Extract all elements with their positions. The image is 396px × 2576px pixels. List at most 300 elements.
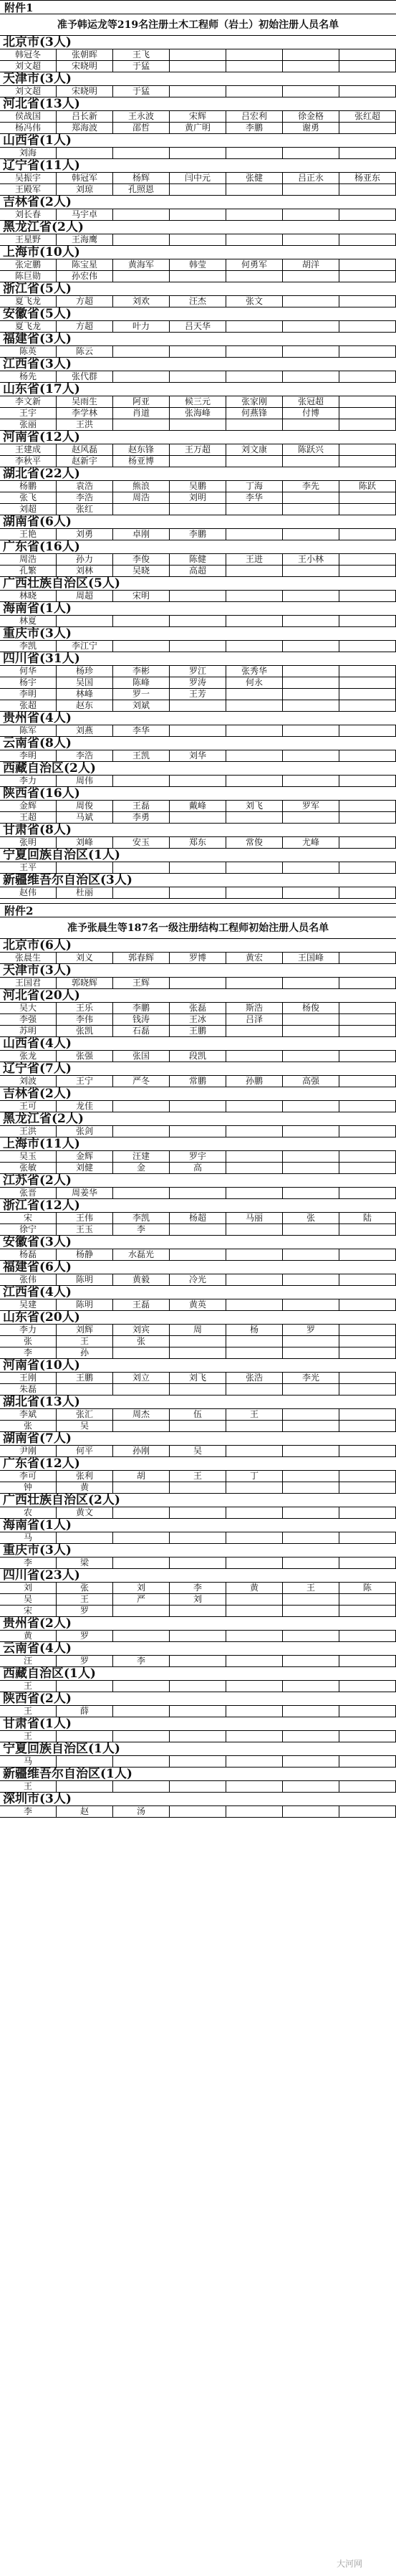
province-heading: 重庆市(3人) [0, 1544, 396, 1557]
name-cell [170, 862, 226, 873]
name-cell: 李强 [0, 1014, 57, 1025]
name-cell [339, 209, 396, 220]
name-cell: 赵 [57, 1806, 113, 1817]
table-row [0, 953, 396, 964]
table-row [0, 86, 396, 97]
table-row [0, 529, 396, 540]
name-cell: 王鹏 [57, 1373, 113, 1383]
table-row [0, 1482, 396, 1494]
name-cell [339, 1151, 396, 1162]
name-cell: 张 [113, 1336, 170, 1347]
name-cell [283, 1631, 339, 1641]
watermark: 大河网 [337, 2559, 363, 2569]
name-cell [339, 529, 396, 540]
name-cell [170, 148, 226, 158]
name-cell: 吕长新 [57, 111, 113, 122]
name-cell [283, 61, 339, 72]
name-cell: 刘飞 [226, 801, 283, 811]
name-cell: 郭晓辉 [57, 978, 113, 988]
name-cell [113, 1731, 170, 1742]
name-cell [170, 1806, 226, 1817]
name-cell: 陈明 [57, 1299, 113, 1310]
name-cell [339, 1325, 396, 1335]
name-cell [226, 689, 283, 700]
name-cell: 王冰 [170, 1014, 226, 1025]
name-cell [339, 1026, 396, 1036]
name-cell: 刘辉 [57, 1325, 113, 1335]
name-cell: 陈 [339, 1583, 396, 1593]
name-cell [113, 1706, 170, 1717]
name-cell [170, 209, 226, 220]
province-heading: 深圳市(3人) [0, 1793, 396, 1806]
name-cell [339, 1656, 396, 1666]
name-cell [283, 591, 339, 601]
name-cell: 李 [113, 1656, 170, 1666]
name-cell: 陈跃 [339, 481, 396, 492]
name-cell: 王进 [226, 554, 283, 565]
name-cell [339, 862, 396, 873]
table-row [0, 677, 396, 689]
table-row [0, 49, 396, 61]
name-cell [226, 321, 283, 332]
name-cell [283, 1557, 339, 1568]
table-row [0, 1557, 396, 1569]
table-row [0, 1731, 396, 1742]
name-cell: 李伟 [57, 1014, 113, 1025]
name-cell [283, 812, 339, 823]
name-cell [283, 1384, 339, 1395]
name-cell [339, 1299, 396, 1310]
province-heading: 江西省(4人) [0, 1286, 396, 1299]
name-cell [283, 1249, 339, 1260]
name-cell [339, 1482, 396, 1493]
name-cell: 黄毅 [113, 1274, 170, 1285]
table-row [0, 492, 396, 504]
name-cell [283, 1532, 339, 1543]
name-cell [226, 1384, 283, 1395]
province-heading: 西藏自治区(1人) [0, 1667, 396, 1681]
name-cell: 张浩 [226, 1373, 283, 1383]
table-row [0, 1003, 396, 1014]
name-cell: 张家刚 [226, 396, 283, 407]
name-cell [283, 1507, 339, 1518]
name-cell: 刘 [170, 1594, 226, 1605]
name-cell [226, 776, 283, 786]
name-cell [170, 86, 226, 97]
name-cell: 斯浩 [226, 1003, 283, 1013]
name-cell: 王星野 [0, 234, 57, 245]
name-cell: 李华 [226, 492, 283, 503]
table-row [0, 1151, 396, 1163]
name-cell: 王可 [0, 1101, 57, 1112]
name-cell [113, 1347, 170, 1358]
name-cell: 石磊 [113, 1026, 170, 1036]
name-cell: 罗 [57, 1656, 113, 1666]
province-heading: 广东省(12人) [0, 1457, 396, 1471]
name-cell: 梁 [57, 1557, 113, 1568]
name-cell [113, 1606, 170, 1616]
name-cell [170, 184, 226, 195]
province-heading: 福建省(3人) [0, 333, 396, 346]
name-cell: 尤峰 [283, 837, 339, 848]
name-cell [339, 1188, 396, 1198]
table-row [0, 1274, 396, 1286]
name-cell: 吴 [57, 1421, 113, 1431]
name-cell: 张敏 [0, 1163, 57, 1173]
name-cell [170, 641, 226, 652]
name-cell [339, 554, 396, 565]
name-cell [339, 1076, 396, 1087]
name-cell: 吕宏利 [226, 111, 283, 122]
name-cell [339, 1347, 396, 1358]
name-cell [339, 1606, 396, 1616]
name-cell: 郑东 [170, 837, 226, 848]
name-cell: 林晓 [0, 591, 57, 601]
name-cell [339, 184, 396, 195]
province-heading: 西藏自治区(2人) [0, 762, 396, 776]
name-cell: 杨超 [170, 1213, 226, 1223]
province-heading: 山东省(17人) [0, 383, 396, 396]
name-cell [226, 616, 283, 626]
name-cell: 王 [283, 1583, 339, 1593]
name-cell: 刘明 [170, 492, 226, 503]
name-cell [226, 1606, 283, 1616]
name-cell: 罗涛 [170, 677, 226, 688]
table-row [0, 1014, 396, 1026]
province-heading: 海南省(1人) [0, 1519, 396, 1532]
name-cell: 张丽 [0, 419, 57, 430]
name-cell [226, 209, 283, 220]
name-cell [283, 978, 339, 988]
name-cell [170, 234, 226, 245]
name-cell [226, 61, 283, 72]
name-cell: 孔繁 [0, 566, 57, 576]
name-cell [283, 1274, 339, 1285]
name-cell [226, 1631, 283, 1641]
province-heading: 广东省(16人) [0, 540, 396, 554]
name-cell [339, 750, 396, 761]
name-cell [339, 1003, 396, 1013]
name-cell [226, 725, 283, 736]
name-cell: 杨冯伟 [0, 123, 57, 133]
name-cell [339, 978, 396, 988]
name-cell: 金 [113, 1163, 170, 1173]
name-cell [226, 1656, 283, 1666]
name-cell: 宋 [0, 1213, 57, 1223]
name-cell [226, 456, 283, 467]
name-cell [170, 887, 226, 898]
name-cell: 黄英 [170, 1299, 226, 1310]
table-row [0, 1026, 396, 1037]
province-heading: 湖北省(13人) [0, 1396, 396, 1409]
name-cell: 苏明 [0, 1026, 57, 1036]
name-cell: 尹刚 [0, 1446, 57, 1456]
name-cell: 王 [0, 1781, 57, 1792]
name-cell: 王超 [0, 812, 57, 823]
province-heading: 安徽省(3人) [0, 1236, 396, 1249]
name-cell: 王国君 [0, 978, 57, 988]
name-cell [170, 371, 226, 382]
name-cell [283, 209, 339, 220]
name-cell: 黄 [57, 1482, 113, 1493]
table-row [0, 1373, 396, 1384]
name-cell: 严冬 [113, 1076, 170, 1087]
name-cell [339, 953, 396, 963]
name-cell: 王凯 [113, 750, 170, 761]
name-cell: 孙宏伟 [57, 271, 113, 282]
name-cell: 戴峰 [170, 801, 226, 811]
name-cell: 汪建 [113, 1151, 170, 1162]
name-cell: 罗江 [170, 666, 226, 677]
name-cell [57, 1384, 113, 1395]
name-cell [283, 148, 339, 158]
name-cell: 宋晓明 [57, 61, 113, 72]
name-cell [339, 1706, 396, 1717]
name-cell: 张文 [226, 296, 283, 307]
name-cell: 刘斌 [113, 700, 170, 711]
name-cell: 方超 [57, 321, 113, 332]
name-cell: 杨静 [57, 1249, 113, 1260]
name-cell [226, 1681, 283, 1692]
table-row [0, 1756, 396, 1768]
name-cell: 李斌 [0, 1409, 57, 1420]
name-cell [283, 86, 339, 97]
province-heading: 上海市(10人) [0, 246, 396, 259]
name-cell [283, 1781, 339, 1792]
name-cell [283, 666, 339, 677]
name-cell: 刘波 [0, 1076, 57, 1087]
name-cell: 于猛 [113, 86, 170, 97]
name-cell: 李勇 [113, 812, 170, 823]
name-cell: 闫中元 [170, 173, 226, 183]
name-cell [57, 1781, 113, 1792]
name-cell: 周超 [57, 591, 113, 601]
name-cell [226, 1507, 283, 1518]
name-cell: 杨鹏 [0, 481, 57, 492]
name-cell: 何华 [0, 666, 57, 677]
name-cell: 马 [0, 1532, 57, 1543]
name-cell: 安玉 [113, 837, 170, 848]
name-cell [57, 1731, 113, 1742]
province-heading: 宁夏回族自治区(1人) [0, 849, 396, 862]
name-cell: 王殿军 [0, 184, 57, 195]
province-heading: 江苏省(2人) [0, 1174, 396, 1188]
name-cell: 卓刚 [113, 529, 170, 540]
name-cell: 张龙 [0, 1051, 57, 1062]
name-cell: 杨亚博 [113, 456, 170, 467]
name-cell [283, 184, 339, 195]
name-cell: 马丽 [226, 1213, 283, 1223]
name-cell [283, 456, 339, 467]
province-heading: 四川省(23人) [0, 1569, 396, 1583]
province-heading: 云南省(8人) [0, 737, 396, 750]
name-cell [283, 1051, 339, 1062]
name-cell [113, 641, 170, 652]
province-heading: 河南省(12人) [0, 431, 396, 444]
name-cell: 黄海军 [113, 259, 170, 270]
name-cell: 丁 [226, 1471, 283, 1482]
name-cell: 钱涛 [113, 1014, 170, 1025]
name-cell [339, 566, 396, 576]
name-cell: 罗军 [283, 801, 339, 811]
name-cell: 王洪 [0, 1126, 57, 1137]
name-cell: 马 [0, 1756, 57, 1767]
name-cell [170, 725, 226, 736]
table-row [0, 1163, 396, 1174]
list-title: 准予张晨生等187名一级注册结构工程师初始注册人员名单 [0, 917, 396, 939]
name-cell [339, 1409, 396, 1420]
name-cell: 刘宾 [113, 1325, 170, 1335]
name-cell: 吴雨生 [57, 396, 113, 407]
name-cell [283, 1224, 339, 1235]
name-cell: 周浩 [113, 492, 170, 503]
name-cell: 韩莹 [170, 259, 226, 270]
table-row [0, 1126, 396, 1137]
table-row [0, 1806, 396, 1818]
province-heading: 浙江省(12人) [0, 1199, 396, 1213]
province-heading: 河南省(10人) [0, 1359, 396, 1373]
name-cell [57, 616, 113, 626]
name-cell [226, 1299, 283, 1310]
table-row [0, 296, 396, 307]
name-cell [226, 1274, 283, 1285]
name-cell: 罗 [57, 1631, 113, 1641]
name-cell: 高强 [283, 1076, 339, 1087]
name-cell [283, 1101, 339, 1112]
name-cell: 龙佳 [57, 1101, 113, 1112]
name-cell: 谢勇 [283, 123, 339, 133]
name-cell: 农 [0, 1507, 57, 1518]
name-cell [226, 750, 283, 761]
name-cell: 金辉 [0, 801, 57, 811]
name-cell [113, 1188, 170, 1198]
name-cell [170, 61, 226, 72]
name-cell [283, 419, 339, 430]
name-cell: 宋 [0, 1606, 57, 1616]
name-cell: 李 [113, 1224, 170, 1235]
name-cell: 于猛 [113, 61, 170, 72]
name-cell: 刘义 [57, 953, 113, 963]
name-cell [170, 978, 226, 988]
name-cell: 张朝晖 [57, 49, 113, 60]
name-cell: 李浩 [57, 492, 113, 503]
name-cell: 何平 [57, 1446, 113, 1456]
name-cell [226, 887, 283, 898]
name-cell [170, 1126, 226, 1137]
name-cell [113, 1781, 170, 1792]
name-cell [283, 1446, 339, 1456]
province-heading: 福建省(6人) [0, 1261, 396, 1274]
name-cell [226, 700, 283, 711]
name-cell: 陈巨勋 [0, 271, 57, 282]
name-cell: 李学林 [57, 408, 113, 419]
name-cell [226, 1249, 283, 1260]
name-cell [170, 1482, 226, 1493]
name-cell: 常俊 [226, 837, 283, 848]
table-row [0, 1347, 396, 1359]
name-cell: 吕泽 [226, 1014, 283, 1025]
name-cell [339, 492, 396, 503]
table-row [0, 1188, 396, 1199]
name-cell [283, 529, 339, 540]
name-cell: 罗博 [170, 953, 226, 963]
name-cell: 李力 [0, 776, 57, 786]
name-cell: 刘华 [170, 750, 226, 761]
name-cell: 刘文超 [0, 61, 57, 72]
name-cell: 杨先 [0, 371, 57, 382]
name-cell [339, 1126, 396, 1137]
province-heading: 甘肃省(8人) [0, 824, 396, 837]
name-cell: 吴 [0, 1594, 57, 1605]
name-cell [57, 1756, 113, 1767]
name-cell: 刘飞 [170, 1373, 226, 1383]
name-cell: 吴鹏 [170, 481, 226, 492]
name-cell: 王 [57, 1594, 113, 1605]
table-row [0, 1781, 396, 1793]
name-cell [170, 776, 226, 786]
name-cell: 陈跃兴 [283, 444, 339, 455]
province-heading: 山东省(20人) [0, 1311, 396, 1325]
name-cell: 李浩 [57, 750, 113, 761]
table-row [0, 1507, 396, 1519]
name-cell [226, 1224, 283, 1235]
name-cell [339, 1631, 396, 1641]
name-cell [339, 677, 396, 688]
name-cell: 阿亚 [113, 396, 170, 407]
name-cell [283, 1126, 339, 1137]
table-row [0, 1532, 396, 1544]
name-cell [113, 862, 170, 873]
name-cell: 李凯 [0, 641, 57, 652]
table-row [0, 862, 396, 874]
name-cell: 王艳 [0, 529, 57, 540]
name-cell: 王万超 [170, 444, 226, 455]
table-row [0, 148, 396, 159]
name-cell: 王刚 [0, 1373, 57, 1383]
name-cell [339, 641, 396, 652]
table-row [0, 554, 396, 566]
name-cell: 李文新 [0, 396, 57, 407]
name-cell: 刘勇 [57, 529, 113, 540]
name-cell: 何永 [226, 677, 283, 688]
name-cell [283, 321, 339, 332]
name-cell: 周 [170, 1325, 226, 1335]
name-cell: 张飞 [0, 492, 57, 503]
name-cell: 周伟 [57, 776, 113, 786]
name-cell [57, 862, 113, 873]
name-cell [339, 61, 396, 72]
name-cell [113, 1532, 170, 1543]
name-cell [283, 1656, 339, 1666]
name-cell [113, 776, 170, 786]
name-cell: 肖道 [113, 408, 170, 419]
table-row [0, 1706, 396, 1717]
name-cell: 严 [113, 1594, 170, 1605]
name-cell: 刘文超 [0, 86, 57, 97]
province-heading: 北京市(6人) [0, 939, 396, 953]
name-cell [226, 1101, 283, 1112]
name-cell [339, 504, 396, 515]
name-cell [339, 1557, 396, 1568]
name-cell [226, 371, 283, 382]
name-cell [226, 641, 283, 652]
name-cell: 叶力 [113, 321, 170, 332]
attachment-label: 附件1 [0, 0, 396, 14]
name-cell [226, 1756, 283, 1767]
name-cell [283, 1806, 339, 1817]
name-cell [283, 566, 339, 576]
name-cell: 杨珍 [57, 666, 113, 677]
